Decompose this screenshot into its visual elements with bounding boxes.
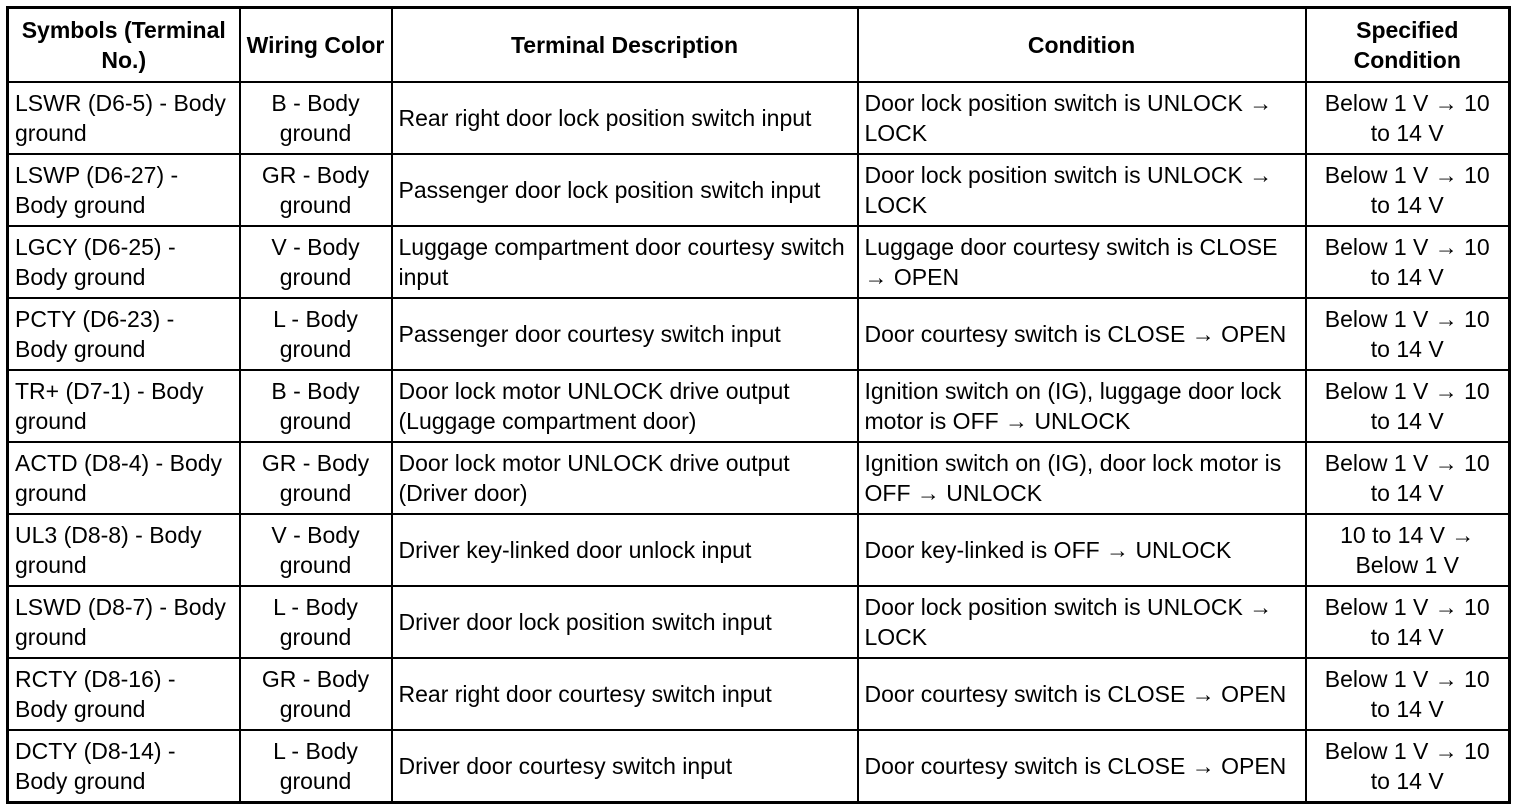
cell-wiring-color: L - Body ground [240, 298, 392, 370]
cell-specified-condition: Below 1 V → 10 to 14 V [1306, 658, 1510, 730]
table-row [8, 370, 1510, 442]
cell-symbols: TR+ (D7-1) - Body ground [8, 370, 240, 442]
cell-symbols: RCTY (D8-16) - Body ground [8, 658, 240, 730]
cell-specified-condition: Below 1 V → 10 to 14 V [1306, 730, 1510, 803]
header-condition: Condition [858, 8, 1306, 83]
cell-terminal-description: Driver door courtesy switch input [392, 730, 858, 803]
cell-symbols: LGCY (D6-25) - Body ground [8, 226, 240, 298]
cell-terminal-description: Driver door lock position switch input [392, 586, 858, 658]
table-row [8, 154, 1510, 226]
cell-terminal-description: Rear right door lock position switch input [392, 82, 858, 154]
cell-specified-condition: Below 1 V → 10 to 14 V [1306, 586, 1510, 658]
cell-terminal-description: Door lock motor UNLOCK drive output (Driver door) [392, 442, 858, 514]
cell-symbols: LSWP (D6-27) - Body ground [8, 154, 240, 226]
cell-condition: Door courtesy switch is CLOSE → OPEN [858, 730, 1306, 803]
cell-symbols: PCTY (D6-23) - Body ground [8, 298, 240, 370]
cell-symbols: LSWR (D6-5) - Body ground [8, 82, 240, 154]
cell-condition: Door lock position switch is UNLOCK → LOCK [858, 82, 1306, 154]
cell-terminal-description: Luggage compartment door courtesy switch input [392, 226, 858, 298]
cell-condition: Door courtesy switch is CLOSE → OPEN [858, 658, 1306, 730]
table-row [8, 730, 1510, 803]
table-body [8, 82, 1510, 803]
cell-specified-condition: Below 1 V → 10 to 14 V [1306, 298, 1510, 370]
cell-condition: Ignition switch on (IG), luggage door lock motor is OFF → UNLOCK [858, 370, 1306, 442]
cell-condition: Door lock position switch is UNLOCK → LOCK [858, 586, 1306, 658]
cell-wiring-color: L - Body ground [240, 730, 392, 803]
table-row [8, 442, 1510, 514]
cell-symbols: DCTY (D8-14) - Body ground [8, 730, 240, 803]
cell-wiring-color: GR - Body ground [240, 154, 392, 226]
cell-specified-condition: Below 1 V → 10 to 14 V [1306, 226, 1510, 298]
cell-specified-condition: Below 1 V → 10 to 14 V [1306, 154, 1510, 226]
cell-wiring-color: L - Body ground [240, 586, 392, 658]
table-row [8, 298, 1510, 370]
cell-symbols: LSWD (D8-7) - Body ground [8, 586, 240, 658]
cell-terminal-description: Door lock motor UNLOCK drive output (Luggage compartment door) [392, 370, 858, 442]
cell-specified-condition: Below 1 V → 10 to 14 V [1306, 442, 1510, 514]
cell-terminal-description: Rear right door courtesy switch input [392, 658, 858, 730]
cell-wiring-color: GR - Body ground [240, 658, 392, 730]
cell-symbols: ACTD (D8-4) - Body ground [8, 442, 240, 514]
table-row [8, 514, 1510, 586]
cell-wiring-color: GR - Body ground [240, 442, 392, 514]
header-specified-condition: Specified Condition [1306, 8, 1510, 83]
cell-condition: Door courtesy switch is CLOSE → OPEN [858, 298, 1306, 370]
cell-wiring-color: V - Body ground [240, 226, 392, 298]
cell-condition: Ignition switch on (IG), door lock motor is OFF → UNLOCK [858, 442, 1306, 514]
table-row [8, 82, 1510, 154]
header-terminal-description: Terminal Description [392, 8, 858, 83]
cell-specified-condition: Below 1 V → 10 to 14 V [1306, 370, 1510, 442]
terminal-spec-table [6, 6, 1511, 804]
cell-symbols: UL3 (D8-8) - Body ground [8, 514, 240, 586]
cell-wiring-color: V - Body ground [240, 514, 392, 586]
cell-specified-condition: Below 1 V → 10 to 14 V [1306, 82, 1510, 154]
header-wiring-color: Wiring Color [240, 8, 392, 83]
header-symbols: Symbols (Terminal No.) [8, 8, 240, 83]
header-row [8, 8, 1510, 83]
cell-condition: Luggage door courtesy switch is CLOSE → OPEN [858, 226, 1306, 298]
cell-specified-condition: 10 to 14 V → Below 1 V [1306, 514, 1510, 586]
cell-condition: Door key-linked is OFF → UNLOCK [858, 514, 1306, 586]
cell-wiring-color: B - Body ground [240, 82, 392, 154]
cell-terminal-description: Passenger door courtesy switch input [392, 298, 858, 370]
cell-terminal-description: Driver key-linked door unlock input [392, 514, 858, 586]
cell-wiring-color: B - Body ground [240, 370, 392, 442]
table-row [8, 658, 1510, 730]
table-row [8, 226, 1510, 298]
table-row [8, 586, 1510, 658]
cell-condition: Door lock position switch is UNLOCK → LOCK [858, 154, 1306, 226]
cell-terminal-description: Passenger door lock position switch input [392, 154, 858, 226]
